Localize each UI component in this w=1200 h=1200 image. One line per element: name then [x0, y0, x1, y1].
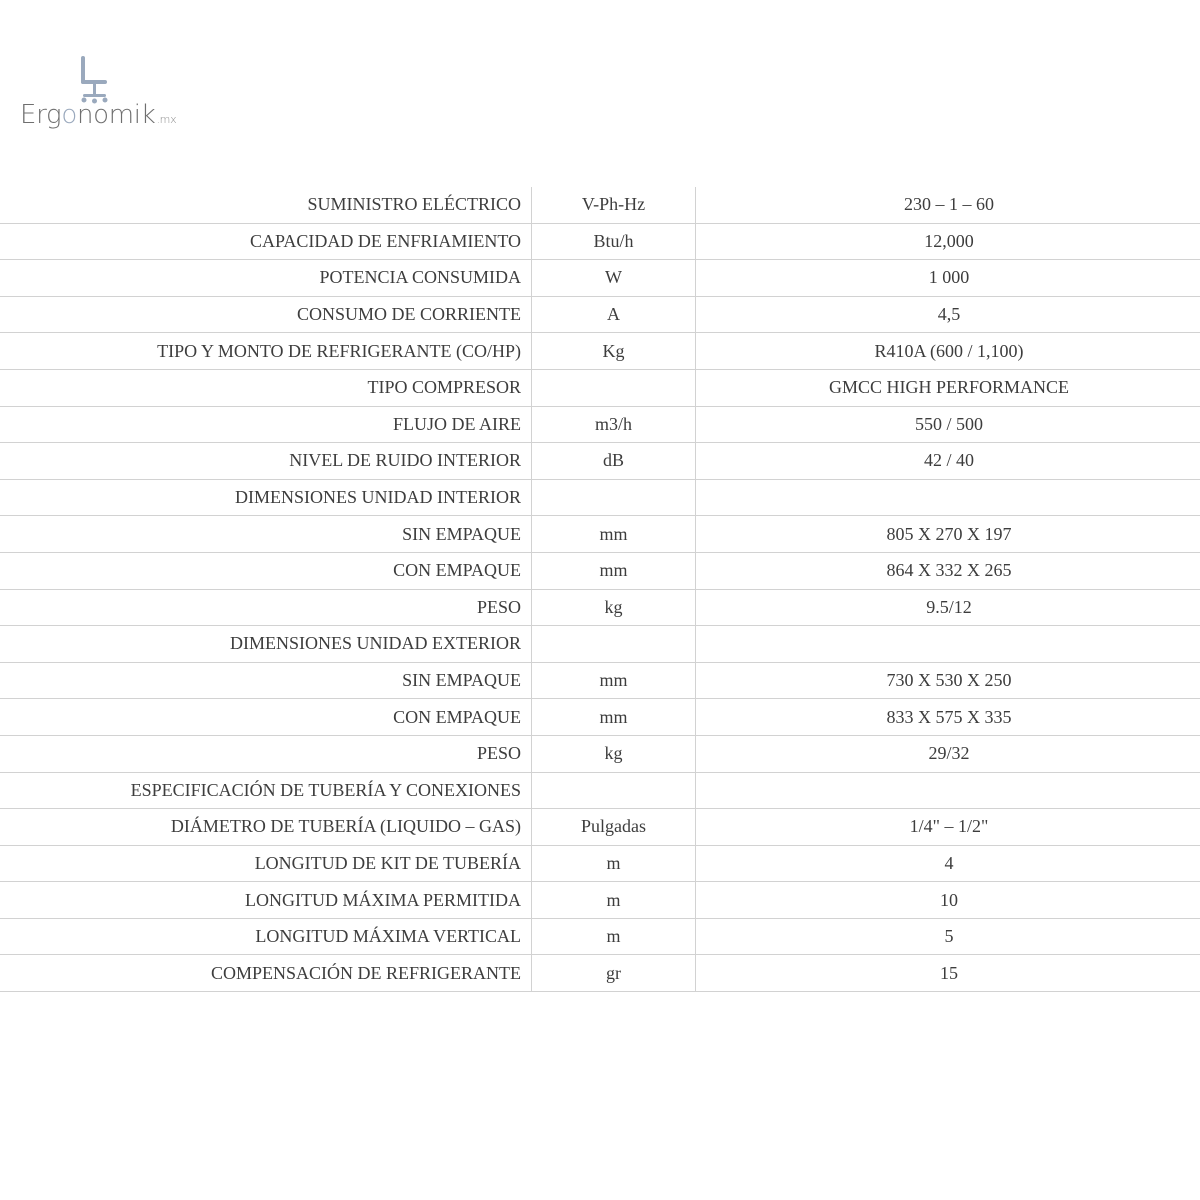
spec-row [0, 736, 1200, 773]
spec-row [0, 699, 1200, 736]
spec-unit: Kg [532, 333, 696, 369]
spec-row [0, 480, 1200, 517]
spec-unit: V-Ph-Hz [532, 187, 696, 223]
spec-row [0, 809, 1200, 846]
spec-parameter: NIVEL DE RUIDO INTERIOR [0, 443, 532, 479]
spec-parameter: SIN EMPAQUE [0, 516, 532, 552]
spec-parameter: SUMINISTRO ELÉCTRICO [0, 187, 532, 223]
spec-row [0, 297, 1200, 334]
spec-row [0, 919, 1200, 956]
spec-parameter: DIMENSIONES UNIDAD EXTERIOR [0, 626, 532, 662]
brand-logo [20, 54, 180, 134]
spec-parameter: DIÁMETRO DE TUBERÍA (LIQUIDO – GAS) [0, 809, 532, 845]
spec-value: 833 X 575 X 335 [886, 706, 1012, 727]
spec-value: 4 [944, 852, 954, 873]
spec-parameter: LONGITUD MÁXIMA VERTICAL [0, 919, 532, 955]
specifications-table [0, 187, 1200, 992]
spec-parameter: PESO [0, 590, 532, 626]
spec-unit: mm [532, 516, 696, 552]
spec-parameter: DIMENSIONES UNIDAD INTERIOR [0, 480, 532, 516]
spec-unit: A [532, 297, 696, 333]
spec-parameter: CON EMPAQUE [0, 553, 532, 589]
spec-unit: dB [532, 443, 696, 479]
spec-value: 730 X 530 X 250 [886, 670, 1012, 691]
spec-parameter: CAPACIDAD DE ENFRIAMIENTO [0, 224, 532, 260]
spec-row [0, 260, 1200, 297]
spec-row [0, 626, 1200, 663]
spec-row [0, 773, 1200, 810]
spec-parameter: COMPENSACIÓN DE REFRIGERANTE [0, 955, 532, 991]
spec-unit: m3/h [532, 407, 696, 443]
spec-value: GMCC HIGH PERFORMANCE [828, 377, 1070, 398]
spec-parameter: CON EMPAQUE [0, 699, 532, 735]
spec-parameter: PESO [0, 736, 532, 772]
spec-value: 29/32 [928, 743, 970, 764]
spec-unit: mm [532, 663, 696, 699]
spec-value: 864 X 332 X 265 [886, 560, 1012, 581]
spec-row [0, 224, 1200, 261]
spec-unit: m [532, 919, 696, 955]
spec-value: 9.5/12 [926, 596, 972, 617]
spec-row [0, 333, 1200, 370]
spec-unit [532, 773, 696, 809]
spec-value [696, 626, 1200, 662]
spec-unit: kg [532, 590, 696, 626]
spec-parameter: ESPECIFICACIÓN DE TUBERÍA Y CONEXIONES [0, 773, 532, 809]
spec-row [0, 516, 1200, 553]
spec-row [0, 846, 1200, 883]
spec-parameter: LONGITUD DE KIT DE TUBERÍA [0, 846, 532, 882]
spec-value: 42 / 40 [923, 450, 974, 471]
spec-parameter: TIPO COMPRESOR [0, 370, 532, 406]
spec-unit: mm [532, 699, 696, 735]
spec-parameter: POTENCIA CONSUMIDA [0, 260, 532, 296]
spec-row [0, 590, 1200, 627]
spec-row [0, 187, 1200, 224]
spec-parameter: SIN EMPAQUE [0, 663, 532, 699]
spec-unit: W [532, 260, 696, 296]
spec-parameter: FLUJO DE AIRE [0, 407, 532, 443]
spec-row [0, 663, 1200, 700]
spec-value: 1/4" – 1/2" [909, 816, 989, 837]
spec-value: 1 000 [928, 267, 970, 288]
spec-value [696, 480, 1200, 516]
spec-value: 550 / 500 [914, 413, 983, 434]
spec-unit: mm [532, 553, 696, 589]
spec-row [0, 407, 1200, 444]
spec-row [0, 553, 1200, 590]
spec-value [696, 773, 1200, 809]
spec-value: R410A (600 / 1,100) [874, 340, 1024, 361]
spec-row [0, 882, 1200, 919]
spec-value: 12,000 [924, 230, 974, 251]
spec-value: 4,5 [937, 304, 961, 325]
spec-value: 805 X 270 X 197 [886, 523, 1012, 544]
spec-unit [532, 480, 696, 516]
spec-row [0, 955, 1200, 992]
logo-wordmark: Ergonomik.mx [20, 100, 177, 130]
spec-unit: gr [532, 955, 696, 991]
spec-row [0, 443, 1200, 480]
spec-parameter: LONGITUD MÁXIMA PERMITIDA [0, 882, 532, 918]
spec-unit [532, 370, 696, 406]
spec-unit: m [532, 846, 696, 882]
spec-value: 15 [940, 962, 958, 983]
spec-value: 10 [940, 889, 958, 910]
spec-unit [532, 626, 696, 662]
spec-row [0, 370, 1200, 407]
spec-unit: kg [532, 736, 696, 772]
spec-unit: Pulgadas [532, 809, 696, 845]
spec-value: 230 – 1 – 60 [904, 194, 994, 215]
spec-parameter: TIPO Y MONTO DE REFRIGERANTE (CO/HP) [0, 333, 532, 369]
spec-unit: Btu/h [532, 224, 696, 260]
spec-parameter: CONSUMO DE CORRIENTE [0, 297, 532, 333]
office-chair-icon [78, 54, 112, 106]
spec-value: 5 [944, 926, 954, 947]
spec-unit: m [532, 882, 696, 918]
